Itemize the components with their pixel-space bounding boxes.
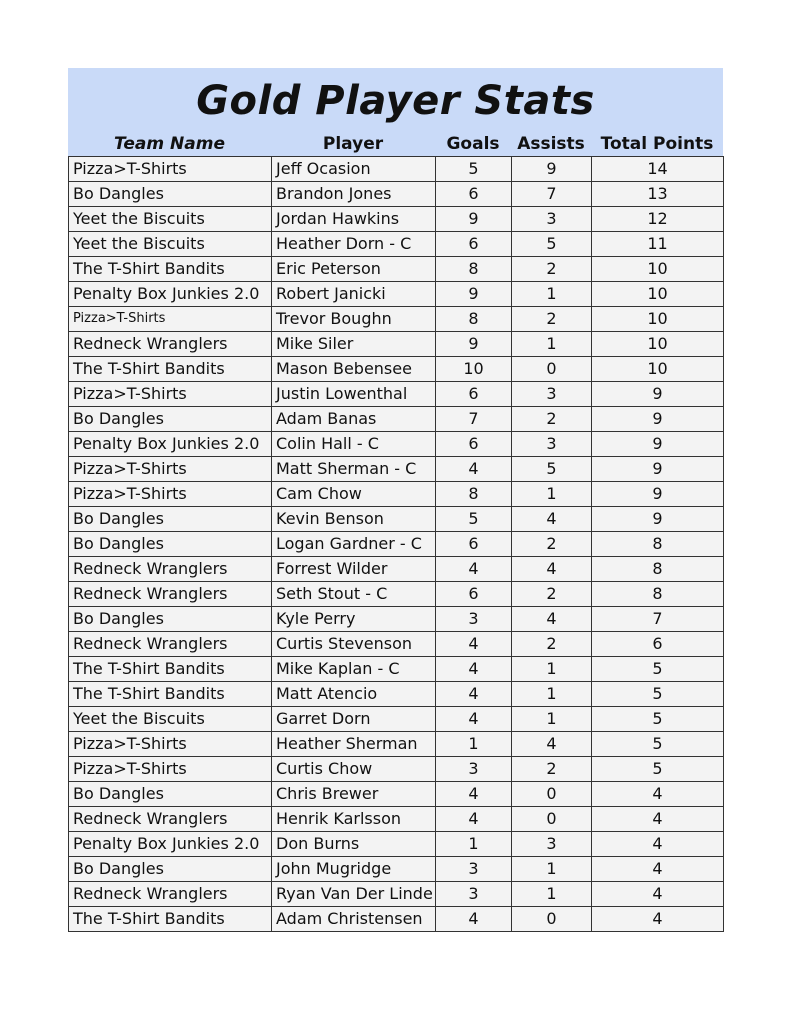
points-cell: 8 bbox=[592, 557, 724, 582]
team-cell: Redneck Wranglers bbox=[69, 807, 272, 832]
assists-cell: 7 bbox=[512, 182, 592, 207]
team-cell: The T-Shirt Bandits bbox=[69, 257, 272, 282]
goals-cell: 4 bbox=[436, 782, 512, 807]
stats-sheet bbox=[68, 68, 723, 932]
goals-cell: 6 bbox=[436, 432, 512, 457]
points-cell: 4 bbox=[592, 857, 724, 882]
team-cell: Pizza>T-Shirts bbox=[69, 457, 272, 482]
table-row bbox=[69, 857, 724, 882]
assists-cell: 2 bbox=[512, 532, 592, 557]
points-cell: 4 bbox=[592, 807, 724, 832]
player-cell: Mike Kaplan - C bbox=[272, 657, 436, 682]
team-cell: Redneck Wranglers bbox=[69, 557, 272, 582]
table-row bbox=[69, 482, 724, 507]
points-cell: 5 bbox=[592, 657, 724, 682]
team-cell: Redneck Wranglers bbox=[69, 582, 272, 607]
table-row bbox=[69, 307, 724, 332]
goals-cell: 5 bbox=[436, 507, 512, 532]
goals-cell: 4 bbox=[436, 457, 512, 482]
player-cell: Jeff Ocasion bbox=[272, 157, 436, 182]
table-row bbox=[69, 632, 724, 657]
assists-cell: 1 bbox=[512, 707, 592, 732]
player-cell: Chris Brewer bbox=[272, 782, 436, 807]
points-cell: 5 bbox=[592, 757, 724, 782]
player-cell: Logan Gardner - C bbox=[272, 532, 436, 557]
team-cell: Pizza>T-Shirts bbox=[69, 757, 272, 782]
table-row bbox=[69, 732, 724, 757]
player-cell: Garret Dorn bbox=[272, 707, 436, 732]
points-cell: 8 bbox=[592, 532, 724, 557]
table-row bbox=[69, 807, 724, 832]
assists-cell: 2 bbox=[512, 757, 592, 782]
goals-cell: 5 bbox=[436, 157, 512, 182]
team-cell: Pizza>T-Shirts bbox=[69, 732, 272, 757]
team-cell: Penalty Box Junkies 2.0 bbox=[69, 432, 272, 457]
team-cell: Redneck Wranglers bbox=[69, 882, 272, 907]
player-cell: Don Burns bbox=[272, 832, 436, 857]
assists-cell: 0 bbox=[512, 807, 592, 832]
points-cell: 9 bbox=[592, 382, 724, 407]
assists-cell: 3 bbox=[512, 832, 592, 857]
player-cell: John Mugridge bbox=[272, 857, 436, 882]
points-cell: 4 bbox=[592, 782, 724, 807]
points-cell: 5 bbox=[592, 707, 724, 732]
points-cell: 5 bbox=[592, 682, 724, 707]
points-cell: 4 bbox=[592, 832, 724, 857]
table-row bbox=[69, 707, 724, 732]
goals-cell: 8 bbox=[436, 257, 512, 282]
team-cell: Pizza>T-Shirts bbox=[69, 157, 272, 182]
player-cell: Heather Sherman bbox=[272, 732, 436, 757]
assists-cell: 1 bbox=[512, 857, 592, 882]
assists-cell: 1 bbox=[512, 482, 592, 507]
table-row bbox=[69, 832, 724, 857]
table-row bbox=[69, 782, 724, 807]
points-cell: 12 bbox=[592, 207, 724, 232]
team-cell: The T-Shirt Bandits bbox=[69, 357, 272, 382]
player-cell: Colin Hall - C bbox=[272, 432, 436, 457]
table-row bbox=[69, 557, 724, 582]
goals-cell: 9 bbox=[436, 282, 512, 307]
points-cell: 9 bbox=[592, 457, 724, 482]
points-cell: 9 bbox=[592, 482, 724, 507]
goals-cell: 6 bbox=[436, 382, 512, 407]
goals-cell: 8 bbox=[436, 482, 512, 507]
player-cell: Kyle Perry bbox=[272, 607, 436, 632]
team-cell: Redneck Wranglers bbox=[69, 332, 272, 357]
goals-cell: 6 bbox=[436, 532, 512, 557]
team-cell: Pizza>T-Shirts bbox=[69, 307, 272, 332]
table-row bbox=[69, 607, 724, 632]
assists-cell: 2 bbox=[512, 632, 592, 657]
points-cell: 10 bbox=[592, 332, 724, 357]
table-row bbox=[69, 882, 724, 907]
table-row bbox=[69, 332, 724, 357]
goals-cell: 1 bbox=[436, 732, 512, 757]
points-cell: 4 bbox=[592, 882, 724, 907]
team-cell: Penalty Box Junkies 2.0 bbox=[69, 282, 272, 307]
player-cell: Jordan Hawkins bbox=[272, 207, 436, 232]
player-cell: Forrest Wilder bbox=[272, 557, 436, 582]
assists-cell: 1 bbox=[512, 882, 592, 907]
assists-cell: 5 bbox=[512, 232, 592, 257]
team-cell: Yeet the Biscuits bbox=[69, 707, 272, 732]
goals-cell: 9 bbox=[436, 207, 512, 232]
points-cell: 11 bbox=[592, 232, 724, 257]
table-row bbox=[69, 657, 724, 682]
points-cell: 10 bbox=[592, 257, 724, 282]
table-row bbox=[69, 207, 724, 232]
points-cell: 13 bbox=[592, 182, 724, 207]
table-row bbox=[69, 907, 724, 932]
assists-cell: 4 bbox=[512, 507, 592, 532]
team-cell: Bo Dangles bbox=[69, 857, 272, 882]
points-cell: 9 bbox=[592, 407, 724, 432]
table-row bbox=[69, 682, 724, 707]
team-cell: Yeet the Biscuits bbox=[69, 232, 272, 257]
goals-cell: 1 bbox=[436, 832, 512, 857]
assists-cell: 4 bbox=[512, 557, 592, 582]
team-cell: Bo Dangles bbox=[69, 782, 272, 807]
table-row bbox=[69, 757, 724, 782]
assists-cell: 5 bbox=[512, 457, 592, 482]
team-cell: Bo Dangles bbox=[69, 182, 272, 207]
points-cell: 7 bbox=[592, 607, 724, 632]
table-row bbox=[69, 157, 724, 182]
player-cell: Kevin Benson bbox=[272, 507, 436, 532]
table-row bbox=[69, 432, 724, 457]
assists-cell: 2 bbox=[512, 257, 592, 282]
team-cell: Redneck Wranglers bbox=[69, 632, 272, 657]
goals-cell: 4 bbox=[436, 707, 512, 732]
points-cell: 8 bbox=[592, 582, 724, 607]
team-cell: Bo Dangles bbox=[69, 407, 272, 432]
column-headers bbox=[68, 133, 723, 155]
table-row bbox=[69, 257, 724, 282]
goals-cell: 4 bbox=[436, 657, 512, 682]
goals-cell: 9 bbox=[436, 332, 512, 357]
table-row bbox=[69, 507, 724, 532]
table-row bbox=[69, 582, 724, 607]
assists-cell: 3 bbox=[512, 432, 592, 457]
goals-cell: 3 bbox=[436, 882, 512, 907]
team-cell: The T-Shirt Bandits bbox=[69, 682, 272, 707]
goals-cell: 4 bbox=[436, 682, 512, 707]
assists-cell: 3 bbox=[512, 382, 592, 407]
goals-cell: 6 bbox=[436, 582, 512, 607]
team-cell: Penalty Box Junkies 2.0 bbox=[69, 832, 272, 857]
player-cell: Mike Siler bbox=[272, 332, 436, 357]
team-cell: Pizza>T-Shirts bbox=[69, 382, 272, 407]
points-cell: 10 bbox=[592, 357, 724, 382]
team-cell: The T-Shirt Bandits bbox=[69, 907, 272, 932]
player-cell: Eric Peterson bbox=[272, 257, 436, 282]
table-row bbox=[69, 532, 724, 557]
assists-cell: 2 bbox=[512, 582, 592, 607]
player-cell: Adam Banas bbox=[272, 407, 436, 432]
player-cell: Ryan Van Der Linde bbox=[272, 882, 436, 907]
goals-cell: 6 bbox=[436, 182, 512, 207]
player-cell: Robert Janicki bbox=[272, 282, 436, 307]
team-cell: Bo Dangles bbox=[69, 532, 272, 557]
goals-cell: 7 bbox=[436, 407, 512, 432]
player-cell: Cam Chow bbox=[272, 482, 436, 507]
goals-cell: 4 bbox=[436, 807, 512, 832]
goals-cell: 6 bbox=[436, 232, 512, 257]
assists-cell: 0 bbox=[512, 907, 592, 932]
assists-cell: 1 bbox=[512, 282, 592, 307]
table-row bbox=[69, 382, 724, 407]
goals-cell: 4 bbox=[436, 557, 512, 582]
player-cell: Matt Atencio bbox=[272, 682, 436, 707]
player-cell: Trevor Boughn bbox=[272, 307, 436, 332]
stats-table bbox=[68, 156, 724, 932]
player-cell: Henrik Karlsson bbox=[272, 807, 436, 832]
header-total-points: Total Points bbox=[600, 134, 714, 154]
assists-cell: 4 bbox=[512, 607, 592, 632]
points-cell: 6 bbox=[592, 632, 724, 657]
player-cell: Matt Sherman - C bbox=[272, 457, 436, 482]
assists-cell: 1 bbox=[512, 332, 592, 357]
player-cell: Seth Stout - C bbox=[272, 582, 436, 607]
assists-cell: 1 bbox=[512, 682, 592, 707]
assists-cell: 9 bbox=[512, 157, 592, 182]
points-cell: 10 bbox=[592, 307, 724, 332]
player-cell: Mason Bebensee bbox=[272, 357, 436, 382]
team-cell: Yeet the Biscuits bbox=[69, 207, 272, 232]
team-cell: Bo Dangles bbox=[69, 607, 272, 632]
header-goals: Goals bbox=[446, 134, 500, 154]
player-cell: Curtis Chow bbox=[272, 757, 436, 782]
table-row bbox=[69, 407, 724, 432]
assists-cell: 2 bbox=[512, 407, 592, 432]
table-row bbox=[69, 182, 724, 207]
assists-cell: 0 bbox=[512, 357, 592, 382]
points-cell: 4 bbox=[592, 907, 724, 932]
points-cell: 5 bbox=[592, 732, 724, 757]
goals-cell: 8 bbox=[436, 307, 512, 332]
header-band bbox=[68, 68, 723, 156]
goals-cell: 3 bbox=[436, 857, 512, 882]
assists-cell: 1 bbox=[512, 657, 592, 682]
player-cell: Curtis Stevenson bbox=[272, 632, 436, 657]
header-team-name: Team Name bbox=[114, 134, 225, 154]
header-player: Player bbox=[322, 134, 384, 154]
table-row bbox=[69, 357, 724, 382]
page-title: Gold Player Stats bbox=[196, 78, 595, 124]
team-cell: The T-Shirt Bandits bbox=[69, 657, 272, 682]
player-cell: Brandon Jones bbox=[272, 182, 436, 207]
points-cell: 14 bbox=[592, 157, 724, 182]
table-row bbox=[69, 282, 724, 307]
team-cell: Pizza>T-Shirts bbox=[69, 482, 272, 507]
player-cell: Justin Lowenthal bbox=[272, 382, 436, 407]
points-cell: 10 bbox=[592, 282, 724, 307]
goals-cell: 4 bbox=[436, 907, 512, 932]
player-cell: Heather Dorn - C bbox=[272, 232, 436, 257]
assists-cell: 2 bbox=[512, 307, 592, 332]
table-row bbox=[69, 457, 724, 482]
player-cell: Adam Christensen bbox=[272, 907, 436, 932]
assists-cell: 4 bbox=[512, 732, 592, 757]
goals-cell: 4 bbox=[436, 632, 512, 657]
table-row bbox=[69, 232, 724, 257]
goals-cell: 3 bbox=[436, 607, 512, 632]
points-cell: 9 bbox=[592, 432, 724, 457]
points-cell: 9 bbox=[592, 507, 724, 532]
header-assists: Assists bbox=[517, 134, 585, 154]
goals-cell: 3 bbox=[436, 757, 512, 782]
assists-cell: 3 bbox=[512, 207, 592, 232]
team-cell: Bo Dangles bbox=[69, 507, 272, 532]
goals-cell: 10 bbox=[436, 357, 512, 382]
assists-cell: 0 bbox=[512, 782, 592, 807]
